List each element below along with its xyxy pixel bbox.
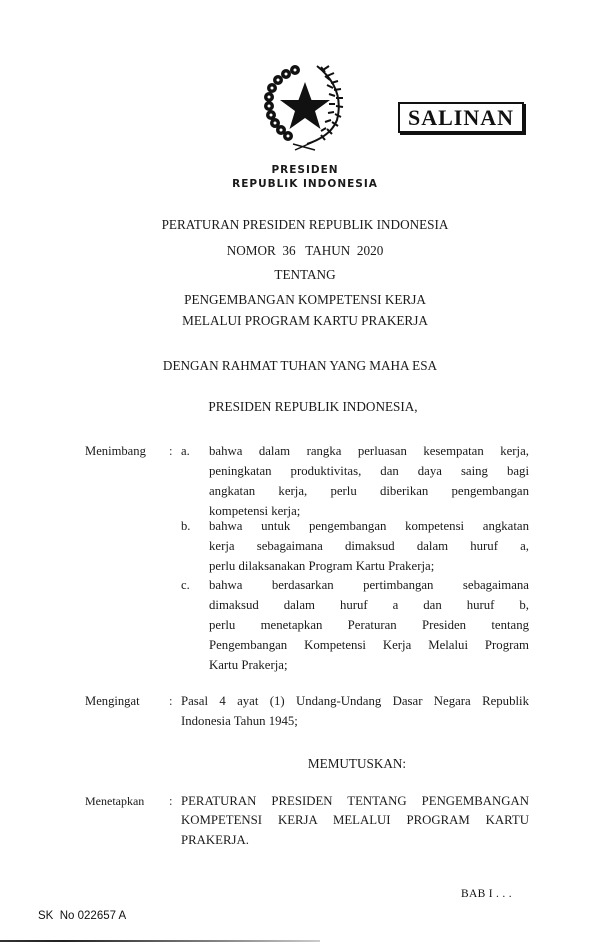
menimbang-b-line-2: kerja sebagaimana dimaksud dalam huruf a, [209,539,529,553]
mengingat-colon: : [169,694,173,708]
presidential-emblem-icon [255,58,355,153]
salinan-stamp: SALINAN [398,102,524,133]
menimbang-c-line-1: bahwa berdasarkan pertimbangan sebagaimana [209,578,529,592]
serial-number: SK No 022657 A [38,910,127,922]
menimbang-a-line-4: kompetensi kerja; [209,504,301,518]
item-letter-c: c. [181,578,190,592]
invocation: DENGAN RAHMAT TUHAN YANG MAHA ESA [162,358,438,373]
menimbang-c-line-3: perlu menetapkan Peraturan Presiden tentang [209,618,529,632]
menetapkan-line-1: PERATURAN PRESIDEN TENTANG PENGEMBANGAN [181,794,529,808]
continuation-marker: BAB I . . . [461,888,512,900]
menimbang-c-line-5: Kartu Prakerja; [209,658,288,672]
issuer-line-1: PRESIDEN [271,164,339,176]
regulation-title: PERATURAN PRESIDEN REPUBLIK INDONESIA [161,217,449,232]
menimbang-c-line-2: dimaksud dalam huruf a dan huruf b, [209,598,529,612]
menimbang-a-line-2: peningkatan produktivitas, dan daya saing bagi [209,464,529,478]
mengingat-line-2: Indonesia Tahun 1945; [181,714,298,728]
menimbang-colon: : [169,444,173,458]
menetapkan-line-3: PRAKERJA. [181,833,249,847]
menetapkan-label: Menetapkan [85,794,145,808]
memutuskan-heading: MEMUTUSKAN: [307,756,407,771]
authority: PRESIDEN REPUBLIK INDONESIA, [208,399,418,414]
regulation-about: TENTANG [274,267,336,282]
menetapkan-colon: : [169,794,173,808]
issuer-line-2: REPUBLIK INDONESIA [232,178,378,190]
bottom-rule [0,940,320,942]
menimbang-a-line-3: angkatan kerja, perlu diberikan pengembangan [209,484,529,498]
menimbang-a-line-1: bahwa dalam rangka perluasan kesempatan kerja, [209,444,529,458]
regulation-subject-line-2: MELALUI PROGRAM KARTU PRAKERJA [182,313,428,328]
menimbang-b-line-3: perlu dilaksanakan Program Kartu Prakerja; [209,559,435,573]
mengingat-line-1: Pasal 4 ayat (1) Undang-Undang Dasar Negara Republik [181,694,529,708]
item-letter-a: a. [181,444,190,458]
menimbang-label: Menimbang [85,444,146,458]
menimbang-b-line-1: bahwa untuk pengembangan kompetensi angkatan [209,519,529,533]
regulation-number: NOMOR 36 TAHUN 2020 [226,243,384,258]
mengingat-label: Mengingat [85,694,140,708]
regulation-subject-line-1: PENGEMBANGAN KOMPETENSI KERJA [184,292,426,307]
item-letter-b: b. [181,519,191,533]
menimbang-c-line-4: Pengembangan Kompetensi Kerja Melalui Program [209,638,529,652]
menetapkan-line-2: KOMPETENSI KERJA MELALUI PROGRAM KARTU [181,813,529,827]
